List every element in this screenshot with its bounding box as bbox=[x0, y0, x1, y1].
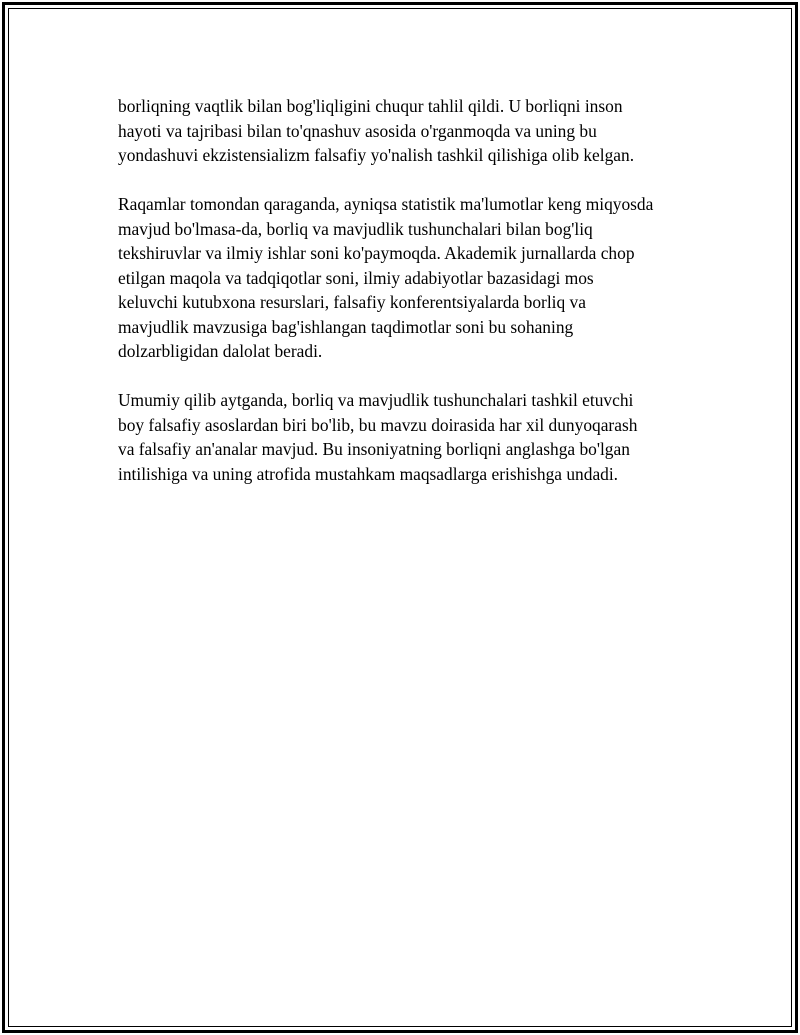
text-line: keluvchi kutubxona resurslari, falsafiy konferentsiyalarda borliq va bbox=[118, 292, 586, 312]
text-line: dolzarbligidan dalolat beradi. bbox=[118, 341, 323, 361]
text-line: tekshiruvlar va ilmiy ishlar soni ko'paymoqda. Akademik jurnallarda chop bbox=[118, 243, 635, 263]
text-line: intilishiga va uning atrofida mustahkam maqsadlarga erishishga undadi. bbox=[118, 463, 619, 484]
text-line: Umumiy qilib aytganda, borliq va mavjudlik tushunchalari tashkil etuvchi bbox=[118, 390, 634, 410]
text-line: mavjud bo'lmasa-da, borliq va mavjudlik tushunchalari bilan bog'liq bbox=[118, 218, 593, 239]
document-body bbox=[118, 94, 718, 511]
text-line: mavjudlik mavzusiga bag'ishlangan taqdimotlar soni bu sohaning bbox=[118, 316, 574, 337]
text-line: etilgan maqola va tadqiqotlar soni, ilmiy adabiyotlar bazasidagi mos bbox=[118, 267, 594, 288]
document-page bbox=[2, 2, 798, 1033]
paragraph-1 bbox=[118, 94, 718, 168]
text-line: boy falsafiy asoslardan biri bo'lib, bu mavzu doirasida har xil dunyoqarash bbox=[118, 414, 638, 435]
text-line: Raqamlar tomondan qaraganda, ayniqsa statistik ma'lumotlar keng miqyosda bbox=[118, 194, 654, 214]
paragraph-2 bbox=[118, 192, 718, 364]
paragraph-3 bbox=[118, 388, 718, 486]
text-line: va falsafiy an'analar mavjud. Bu insoniyatning borliqni anglashga bo'lgan bbox=[118, 439, 630, 459]
text-line: hayoti va tajribasi bilan to'qnashuv asosida o'rganmoqda va uning bu bbox=[118, 120, 597, 141]
text-line: yondashuvi ekzistensializm falsafiy yo'nalish tashkil qilishiga olib kelgan. bbox=[118, 145, 635, 165]
text-line: borliqning vaqtlik bilan bog'liqligini chuqur tahlil qildi. U borliqni inson bbox=[118, 96, 623, 116]
